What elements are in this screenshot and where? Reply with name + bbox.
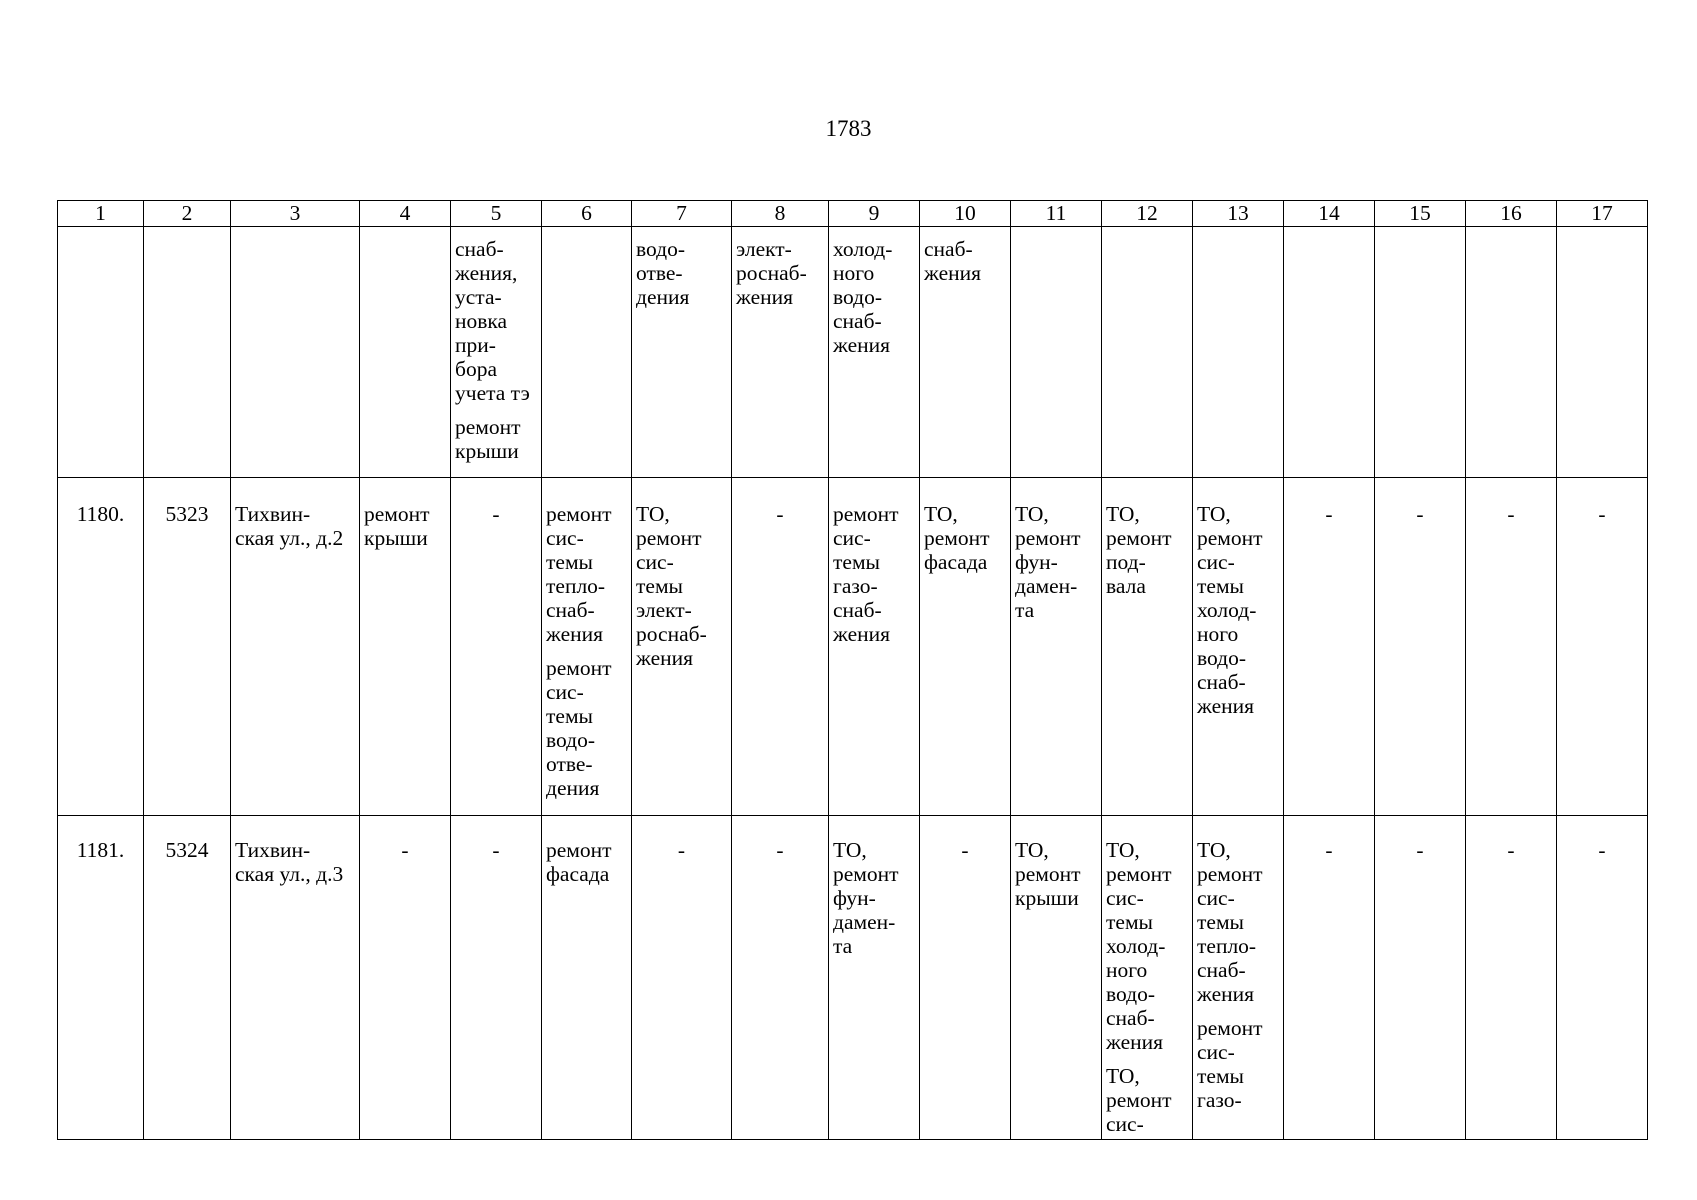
table-cell: [920, 816, 1011, 1140]
cell-text: -: [1598, 502, 1606, 526]
table-cell: [58, 227, 144, 478]
table-cell: [920, 227, 1011, 478]
table-cell: [1011, 227, 1102, 478]
table-cell: [829, 227, 920, 478]
column-number: 2: [144, 201, 231, 227]
cell-text: 1180.: [76, 502, 125, 526]
address: [231, 816, 360, 1140]
table-row: [58, 816, 1648, 1140]
cell-text: -: [401, 838, 409, 862]
table-cell: [360, 478, 451, 816]
address: [231, 478, 360, 816]
column-number: 17: [1557, 201, 1648, 227]
table-cell: [1193, 478, 1284, 816]
table-cell: [360, 816, 451, 1140]
cell-text: 5324: [165, 838, 209, 862]
column-number: 16: [1466, 201, 1557, 227]
table-cell: [360, 227, 451, 478]
cell-text: ремонт сис- темы тепло- снаб- жения: [546, 502, 612, 646]
table-cell: [542, 816, 632, 1140]
table-cell: [1102, 816, 1193, 1140]
cell-text: ТО, ремонт сис- темы тепло- снаб- жения: [1197, 838, 1263, 1006]
table-cell: [542, 478, 632, 816]
table-cell: [1557, 816, 1648, 1140]
table-cell: [1284, 227, 1375, 478]
cell-text: ремонт фасада: [546, 838, 612, 886]
column-number: 4: [360, 201, 451, 227]
table-cell: [1011, 478, 1102, 816]
cell-text: -: [492, 838, 500, 862]
cell-text: 1181.: [76, 838, 125, 862]
cell-text: -: [1416, 838, 1424, 862]
table-cell: [1557, 227, 1648, 478]
cell-text: -: [492, 502, 500, 526]
cell-text: -: [776, 502, 784, 526]
table-cell: [1011, 816, 1102, 1140]
column-number-row: [58, 201, 1648, 227]
column-number: 10: [920, 201, 1011, 227]
cell-text: ТО, ремонт сис- темы элект- роснаб- жения: [636, 502, 707, 670]
cell-text: -: [1507, 502, 1515, 526]
cell-text: ТО, ремонт крыши: [1015, 838, 1081, 910]
cell-text: -: [1416, 502, 1424, 526]
table-cell: [1375, 816, 1466, 1140]
cell-text: ремонт сис- темы газо-: [1197, 1016, 1263, 1112]
cell-text: снаб- жения, уста- новка при- бора учета тэ: [455, 237, 530, 405]
cell-text: ТО, ремонт фасада: [924, 502, 990, 574]
cell-text: Тихвин- ская ул., д.3: [235, 838, 344, 886]
table-cell: [1466, 816, 1557, 1140]
page-number: 1783: [825, 116, 872, 141]
building-code: [144, 478, 231, 816]
column-number: 7: [632, 201, 732, 227]
cell-text: -: [1325, 838, 1333, 862]
column-number: 5: [451, 201, 542, 227]
table-cell: [632, 478, 732, 816]
cell-text: ремонт сис- темы газо- снаб- жения: [833, 502, 899, 646]
cell-text: -: [677, 838, 686, 862]
table-cell: [231, 227, 360, 478]
table-cell: [451, 227, 542, 478]
column-number: 1: [58, 201, 144, 227]
cell-text: -: [776, 838, 784, 862]
cell-text: -: [961, 838, 969, 862]
cell-text: ТО, ремонт под- вала: [1106, 502, 1172, 598]
table-cell: [451, 816, 542, 1140]
table-cell: [1102, 478, 1193, 816]
cell-text: водо- отве- дения: [636, 237, 690, 309]
column-number: 12: [1102, 201, 1193, 227]
repair-schedule-table: [57, 200, 1648, 1140]
table-cell: [451, 478, 542, 816]
cell-text: ремонт крыши: [455, 415, 521, 463]
table-cell: [920, 478, 1011, 816]
column-number: 11: [1011, 201, 1102, 227]
cell-text: снаб- жения: [924, 237, 982, 285]
cell-text: ТО, ремонт сис- темы холод- ного водо- снаб- жения: [1197, 502, 1263, 718]
table-cell: [732, 816, 829, 1140]
cell-text: ТО, ремонт фун- дамен- та: [833, 838, 899, 958]
table-cell: [732, 227, 829, 478]
cell-text: холод- ного водо- снаб- жения: [833, 237, 893, 357]
table-cell: [632, 227, 732, 478]
table-cell: [144, 227, 231, 478]
table-cell: [1557, 478, 1648, 816]
table-cell: [829, 478, 920, 816]
table-cell: [632, 816, 732, 1140]
table-cell: [1193, 816, 1284, 1140]
column-number: 13: [1193, 201, 1284, 227]
row-number: [58, 478, 144, 816]
continuation-row: [58, 227, 1648, 478]
cell-text: ТО, ремонт фун- дамен- та: [1015, 502, 1081, 622]
cell-text: ТО, ремонт сис-: [1106, 1064, 1172, 1136]
table-cell: [732, 478, 829, 816]
column-number: 3: [231, 201, 360, 227]
cell-text: -: [1507, 838, 1515, 862]
cell-text: элект- роснаб- жения: [736, 237, 807, 309]
cell-text: ТО, ремонт сис- темы холод- ного водо- снаб- жения: [1106, 838, 1172, 1054]
table-cell: [1466, 227, 1557, 478]
cell-text: -: [1325, 502, 1333, 526]
cell-text: ремонт сис- темы водо- отве- дения: [546, 656, 612, 800]
column-number: 14: [1284, 201, 1375, 227]
table-cell: [1102, 227, 1193, 478]
table-row: [58, 478, 1648, 816]
table-cell: [1284, 816, 1375, 1140]
table-cell: [1193, 227, 1284, 478]
row-number: [58, 816, 144, 1140]
cell-text: -: [1598, 838, 1606, 862]
table-cell: [1375, 227, 1466, 478]
column-number: 8: [732, 201, 829, 227]
column-number: 9: [829, 201, 920, 227]
column-number: 6: [542, 201, 632, 227]
table-cell: [829, 816, 920, 1140]
table-cell: [1375, 478, 1466, 816]
table-cell: [542, 227, 632, 478]
column-number: 15: [1375, 201, 1466, 227]
table-cell: [1466, 478, 1557, 816]
building-code: [144, 816, 231, 1140]
cell-text: Тихвин- ская ул., д.2: [235, 502, 344, 550]
cell-text: ремонт крыши: [364, 502, 430, 550]
table-cell: [1284, 478, 1375, 816]
cell-text: 5323: [165, 502, 209, 526]
